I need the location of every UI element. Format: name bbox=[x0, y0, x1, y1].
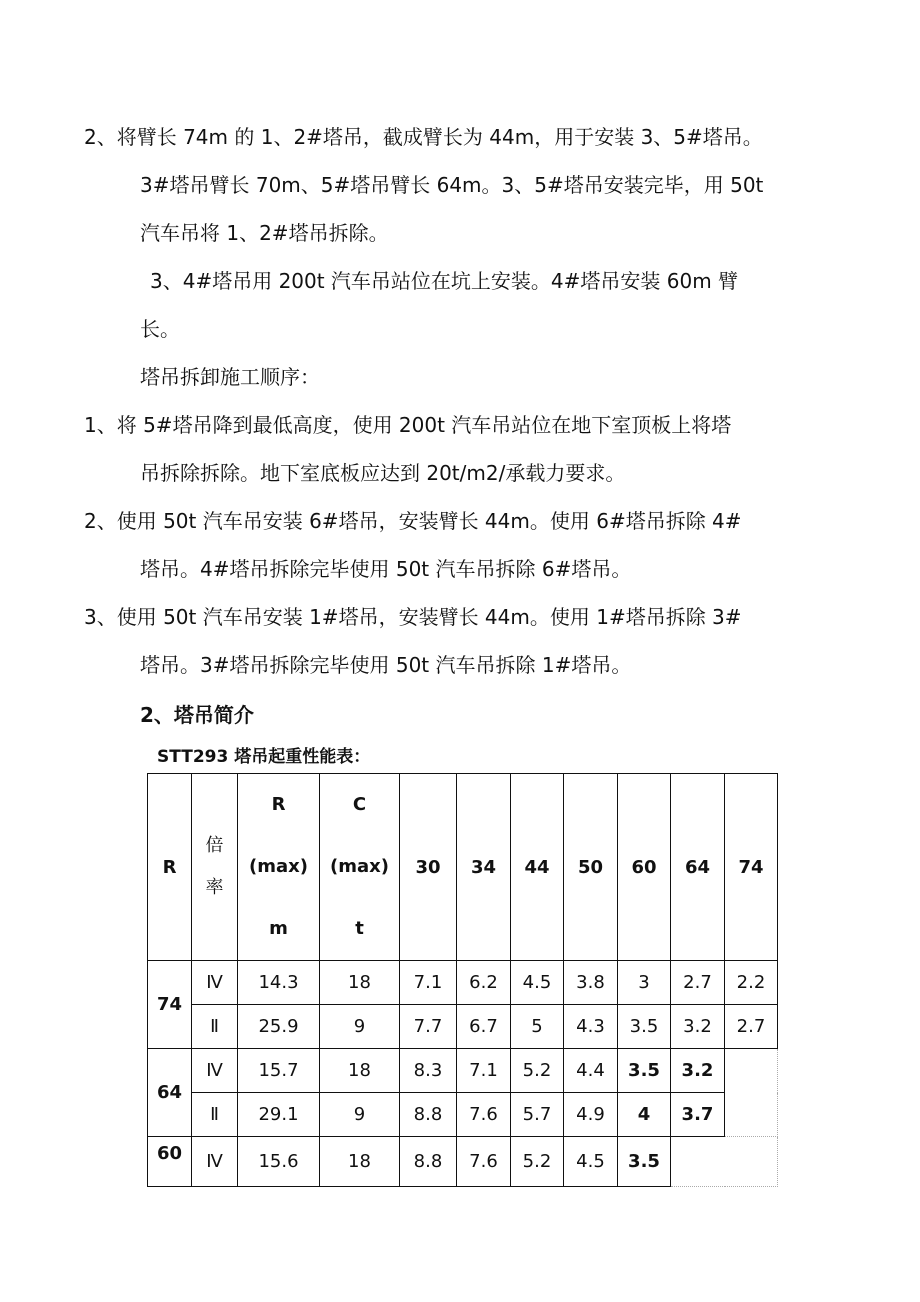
table-header-row bbox=[148, 774, 778, 961]
table-row bbox=[148, 1005, 778, 1049]
paragraph-line: 2、将臂长 74m 的 1、2#塔吊，截成臂长为 44m，用于安装 3、5#塔吊。 bbox=[84, 125, 763, 149]
header-col: 64 bbox=[671, 774, 725, 961]
cmax-cell: 9 bbox=[320, 1005, 400, 1049]
empty-cell bbox=[725, 1049, 778, 1137]
value-cell: 3 bbox=[618, 961, 671, 1005]
value-cell: 5.2 bbox=[511, 1049, 564, 1093]
ratio-cell: Ⅳ bbox=[192, 1049, 238, 1093]
header-cmax-line: t bbox=[355, 918, 364, 939]
value-cell: 5 bbox=[511, 1005, 564, 1049]
group-r-cell: 74 bbox=[148, 961, 192, 1049]
value-cell: 5.2 bbox=[511, 1137, 564, 1187]
header-col: 34 bbox=[457, 774, 511, 961]
header-cmax-line: (max) bbox=[330, 856, 389, 877]
value-cell: 7.6 bbox=[457, 1137, 511, 1187]
value-cell: 2.2 bbox=[725, 961, 778, 1005]
group-r-cell: 64 bbox=[148, 1049, 192, 1137]
table-row bbox=[148, 961, 778, 1005]
rmax-cell: 29.1 bbox=[238, 1093, 320, 1137]
value-cell: 6.7 bbox=[457, 1005, 511, 1049]
value-cell: 8.3 bbox=[400, 1049, 457, 1093]
paragraph-line: 吊拆除拆除。地下室底板应达到 20t/m2/承载力要求。 bbox=[140, 461, 626, 485]
value-cell: 4.5 bbox=[564, 1137, 618, 1187]
paragraph-line: 3、4#塔吊用 200t 汽车吊站位在坑上安装。4#塔吊安装 60m 臂 bbox=[150, 269, 739, 293]
crane-performance-table bbox=[147, 773, 778, 1187]
header-rmax bbox=[238, 774, 320, 961]
rmax-cell: 15.7 bbox=[238, 1049, 320, 1093]
value-cell: 3.2 bbox=[671, 1005, 725, 1049]
header-ratio-line: 倍 bbox=[205, 835, 224, 856]
cmax-cell: 18 bbox=[320, 1137, 400, 1187]
value-cell: 3.5 bbox=[618, 1137, 671, 1187]
paragraph-line: 长。 bbox=[140, 317, 180, 341]
value-cell: 3.2 bbox=[671, 1049, 725, 1093]
value-cell: 5.7 bbox=[511, 1093, 564, 1137]
ratio-cell: Ⅱ bbox=[192, 1093, 238, 1137]
value-cell: 7.1 bbox=[400, 961, 457, 1005]
table-row bbox=[148, 1049, 778, 1093]
ratio-cell: Ⅳ bbox=[192, 961, 238, 1005]
value-cell: 7.1 bbox=[457, 1049, 511, 1093]
table-row bbox=[148, 1093, 778, 1137]
value-cell: 4.4 bbox=[564, 1049, 618, 1093]
value-cell: 3.5 bbox=[618, 1005, 671, 1049]
header-col: 60 bbox=[618, 774, 671, 961]
header-r: R bbox=[148, 774, 192, 961]
value-cell: 4.9 bbox=[564, 1093, 618, 1137]
paragraph-line: 3、使用 50t 汽车吊安装 1#塔吊，安装臂长 44m。使用 1#塔吊拆除 3# bbox=[84, 605, 742, 629]
value-cell: 2.7 bbox=[671, 961, 725, 1005]
header-ratio-line: 率 bbox=[205, 877, 224, 898]
value-cell: 2.7 bbox=[725, 1005, 778, 1049]
section-title: 2、塔吊简介 bbox=[140, 703, 254, 727]
paragraph-line: 塔吊。3#塔吊拆除完毕使用 50t 汽车吊拆除 1#塔吊。 bbox=[140, 653, 632, 677]
paragraph-line: 塔吊。4#塔吊拆除完毕使用 50t 汽车吊拆除 6#塔吊。 bbox=[140, 557, 632, 581]
header-cmax-line: C bbox=[352, 794, 367, 815]
cmax-cell: 9 bbox=[320, 1093, 400, 1137]
header-rmax-line: R bbox=[271, 794, 286, 815]
paragraph-line: 2、使用 50t 汽车吊安装 6#塔吊，安装臂长 44m。使用 6#塔吊拆除 4# bbox=[84, 509, 742, 533]
value-cell: 7.6 bbox=[457, 1093, 511, 1137]
header-col: 30 bbox=[400, 774, 457, 961]
header-rmax-line: (max) bbox=[249, 856, 308, 877]
cmax-cell: 18 bbox=[320, 961, 400, 1005]
value-cell: 4 bbox=[618, 1093, 671, 1137]
header-cmax bbox=[320, 774, 400, 961]
rmax-cell: 15.6 bbox=[238, 1137, 320, 1187]
header-col: 74 bbox=[725, 774, 778, 961]
table-row bbox=[148, 1137, 778, 1187]
ratio-cell: Ⅳ bbox=[192, 1137, 238, 1187]
value-cell: 4.5 bbox=[511, 961, 564, 1005]
value-cell: 8.8 bbox=[400, 1137, 457, 1187]
empty-cell bbox=[671, 1137, 778, 1187]
rmax-cell: 14.3 bbox=[238, 961, 320, 1005]
value-cell: 7.7 bbox=[400, 1005, 457, 1049]
cmax-cell: 18 bbox=[320, 1049, 400, 1093]
paragraph-line: 3#塔吊臂长 70m、5#塔吊臂长 64m。3、5#塔吊安装完毕，用 50t bbox=[140, 173, 764, 197]
group-r-cell: 60 bbox=[148, 1137, 192, 1187]
table-caption: STT293 塔吊起重性能表： bbox=[157, 747, 371, 767]
header-col: 44 bbox=[511, 774, 564, 961]
value-cell: 6.2 bbox=[457, 961, 511, 1005]
header-col: 50 bbox=[564, 774, 618, 961]
header-rmax-line: m bbox=[269, 918, 288, 939]
rmax-cell: 25.9 bbox=[238, 1005, 320, 1049]
value-cell: 3.8 bbox=[564, 961, 618, 1005]
value-cell: 8.8 bbox=[400, 1093, 457, 1137]
header-ratio bbox=[192, 774, 238, 961]
paragraph-line: 1、将 5#塔吊降到最低高度，使用 200t 汽车吊站位在地下室顶板上将塔 bbox=[84, 413, 732, 437]
ratio-cell: Ⅱ bbox=[192, 1005, 238, 1049]
subheading-dismantle-sequence: 塔吊拆卸施工顺序： bbox=[140, 365, 320, 389]
value-cell: 3.5 bbox=[618, 1049, 671, 1093]
value-cell: 4.3 bbox=[564, 1005, 618, 1049]
value-cell: 3.7 bbox=[671, 1093, 725, 1137]
paragraph-line: 汽车吊将 1、2#塔吊拆除。 bbox=[140, 221, 389, 245]
